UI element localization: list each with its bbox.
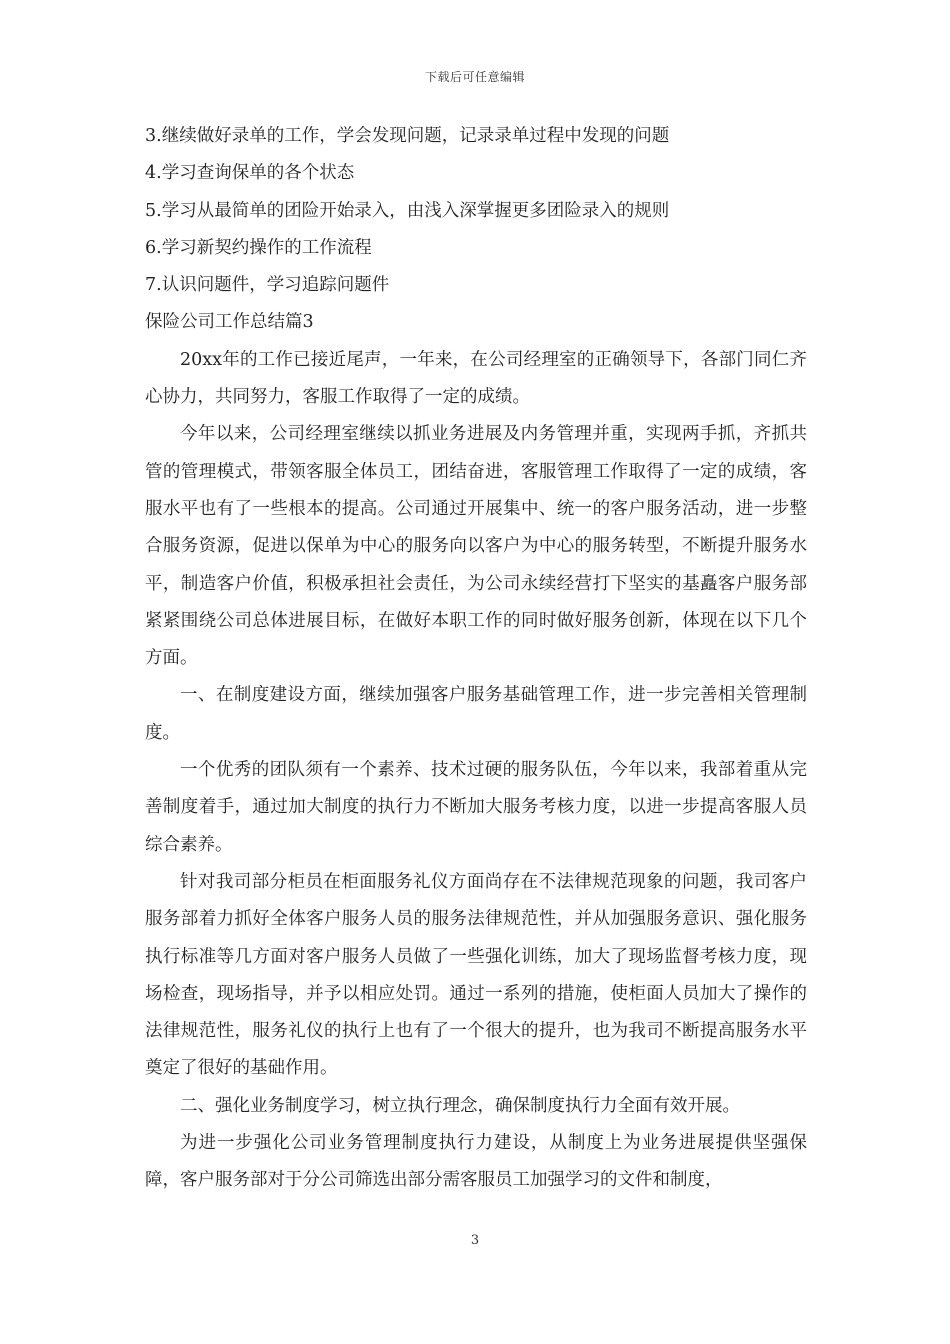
paragraph: 今年以来，公司经理室继续以抓业务进展及内务管理并重，实现两手抓，齐抓共管的管理模式，带领客服全体员工，团结奋进，客服管理工作取得了一定的成绩，客服水平也有了一些根本的提高。公司通过开展集中、统一的客户服务活动，进一步整合服务资源，促进以保单为中心的服务向以客户为中心的服务转型，不断提升服务水平，制造客户价值，积极承担社会责任，为公司永续经营打下坚实的基矗客户服务部紧紧围绕公司总体进展目标，在做好本职工作的同时做好服务创新，体现在以下几个方面。 <box>145 424 807 669</box>
list-item: 3.继续做好录单的工作，学会发现问题，记录录单过程中发现的问题 <box>145 126 670 146</box>
paragraph: 一个优秀的团队须有一个素养、技术过硬的服务队伍，今年以来，我部着重从完善制度着手，通过加大制度的执行力不断加大服务考核力度，以进一步提高客服人员综合素养。 <box>145 760 807 855</box>
paragraph: 二、强化业务制度学习，树立执行理念，确保制度执行力全面有效开展。 <box>180 1095 740 1116</box>
paragraph: 针对我司部分柜员在柜面服务礼仪方面尚存在不法律规范现象的问题，我司客户服务部着力抓好全体客户服务人员的服务法律规范性，并从加强服务意识、强化服务执行标准等几方面对客户服务人员做了一些强化训练，加大了现场监督考核力度，现场检查，现场指导，并予以相应处罚。通过一系列的措施，使柜面人员加大了操作的法律规范性，服务礼仪的执行上也有了一个很大的提升，也为我司不断提高服务水平奠定了很好的基础作用。 <box>145 871 807 1079</box>
page-number: 3 <box>470 1233 480 1248</box>
section-title: 保险公司工作总结篇3 <box>145 312 314 333</box>
list-item: 6.学习新契约操作的工作流程 <box>145 237 372 258</box>
header-note: 下载后可任意编辑 <box>424 70 525 84</box>
paragraph: 为进一步强化公司业务管理制度执行力建设，从制度上为业务进展提供坚强保障，客户服务部对于分公司筛选出部分需客服员工加强学习的文件和制度， <box>145 1133 807 1191</box>
list-item: 7.认识问题件，学习追踪问题件 <box>145 275 390 296</box>
paragraph: 一、在制度建设方面，继续加强客户服务基础管理工作，进一步完善相关管理制度。 <box>145 685 807 743</box>
list-item: 4.学习查询保单的各个状态 <box>145 163 355 184</box>
list-item: 5.学习从最简单的团险开始录入，由浅入深掌握更多团险录入的规则 <box>145 200 670 221</box>
paragraph: 20xx年的工作已接近尾声，一年来，在公司经理室的正确领导下，各部门同仁齐心协力，共同努力，客服工作取得了一定的成绩。 <box>145 349 807 408</box>
document-body <box>145 118 807 1200</box>
